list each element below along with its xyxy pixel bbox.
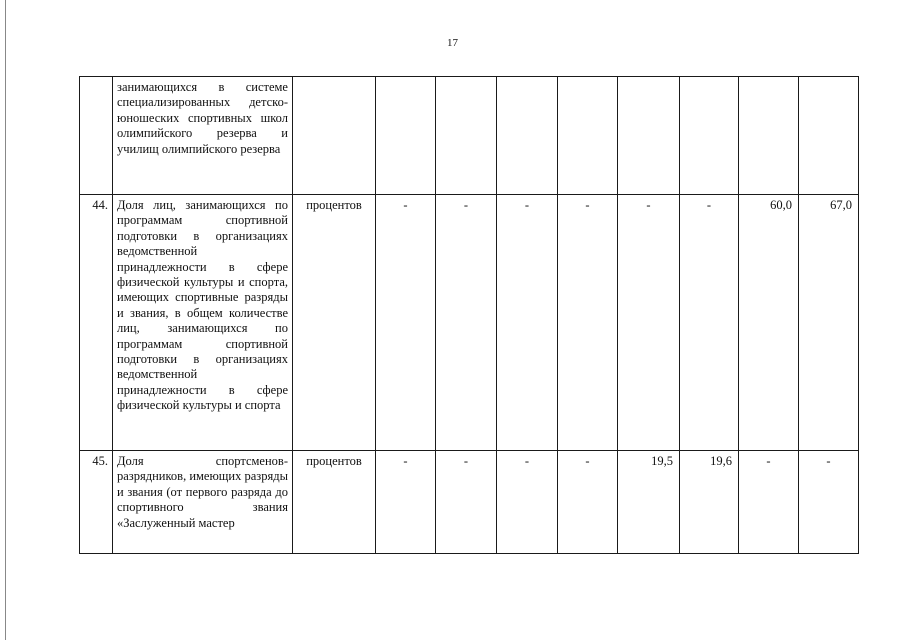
value-cell: - (497, 451, 558, 554)
indicators-table (79, 76, 859, 554)
value-cell (739, 77, 799, 195)
value-cell (497, 77, 558, 195)
value-cell: 19,5 (618, 451, 680, 554)
row-number (80, 77, 113, 195)
value-cell (436, 77, 497, 195)
value-cell: - (618, 195, 680, 451)
unit-cell: процентов (293, 451, 376, 554)
table-row (80, 195, 859, 451)
value-cell (618, 77, 680, 195)
value-cell: - (376, 195, 436, 451)
value-cell: - (436, 195, 497, 451)
row-number: 45. (80, 451, 113, 554)
row-number: 44. (80, 195, 113, 451)
value-cell (680, 77, 739, 195)
value-cell (376, 77, 436, 195)
value-cell: - (436, 451, 497, 554)
indicator-name: Доля спортсменов-разрядников, имеющих разряды и звания (от первого разряда до спортивного звания «Заслуженный мастер (113, 451, 293, 554)
indicator-name: занимающихся в системе специализированных детско-юношеских спортивных школ олимпийского резерва и училищ олимпийского резерва (113, 77, 293, 195)
value-cell: 67,0 (799, 195, 859, 451)
value-cell: 60,0 (739, 195, 799, 451)
value-cell: - (497, 195, 558, 451)
value-cell (558, 77, 618, 195)
unit-cell (293, 77, 376, 195)
value-cell: - (376, 451, 436, 554)
indicator-name: Доля лиц, занимающихся по программам спортивной подготовки в организациях ведомственной принадлежности в сфере физической культуры и спорта, имеющих спортивные разряды и звания, в общем количестве лиц, занимающихся по программам спортивной подготовки в организациях ведомственной принадлежности в сфере физической культуры и спорта (113, 195, 293, 451)
value-cell: - (558, 195, 618, 451)
table-row (80, 451, 859, 554)
value-cell: - (558, 451, 618, 554)
value-cell: - (680, 195, 739, 451)
value-cell: 19,6 (680, 451, 739, 554)
value-cell (799, 77, 859, 195)
page-left-edge-line (5, 0, 6, 640)
unit-cell: процентов (293, 195, 376, 451)
value-cell: - (739, 451, 799, 554)
table-row (80, 77, 859, 195)
value-cell: - (799, 451, 859, 554)
page-number: 17 (447, 37, 458, 49)
